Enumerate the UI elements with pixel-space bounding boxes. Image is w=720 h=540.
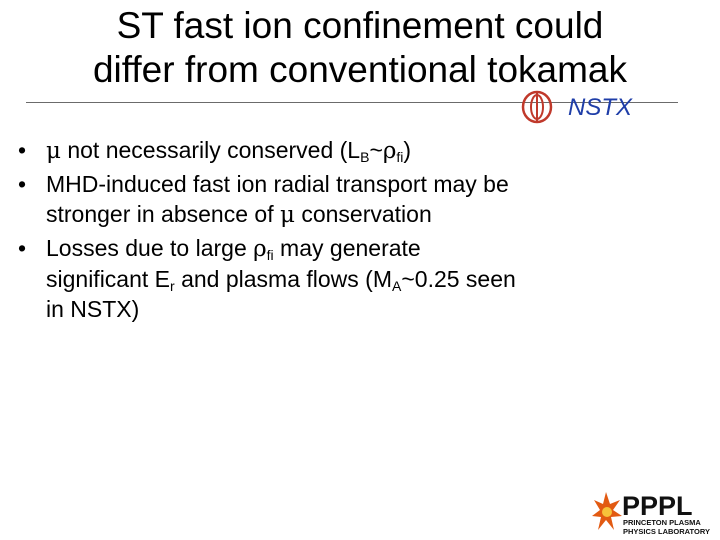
rho-symbol: ρ	[382, 138, 397, 164]
bullet-3-text-4: and plasma flows (M	[174, 266, 392, 292]
tilde: ~	[369, 137, 383, 163]
bullet-1-text: not necessarily conserved (L	[60, 137, 361, 163]
rho-symbol: ρ	[253, 236, 267, 262]
flame-icon	[592, 492, 622, 530]
nstx-logo	[518, 88, 638, 128]
bullet-3	[18, 233, 708, 324]
bullet-2-line-1: MHD-induced fast ion radial transport may be	[46, 171, 509, 197]
subscript-fi: fi	[266, 247, 274, 263]
nstx-logo-text: NSTX	[568, 94, 633, 121]
bullet-3-text-1: Losses due to large	[46, 235, 254, 261]
bullet-2	[18, 169, 708, 230]
bullet-marker: •	[18, 235, 27, 261]
bullet-marker: •	[18, 171, 27, 197]
nstx-emblem-icon	[523, 92, 551, 122]
pppl-logo-text: PPPL	[622, 491, 693, 521]
bullet-3-text-6: in NSTX)	[46, 296, 140, 322]
mu-symbol: μ	[46, 138, 61, 164]
subscript-fi: fi	[396, 149, 404, 165]
title-line-2: differ from conventional tokamak	[92, 49, 628, 90]
bullet-3-text-2: may generate	[273, 235, 421, 261]
slide-title	[0, 4, 720, 92]
bullet-list	[18, 135, 708, 327]
bullet-2-line-2b: conservation	[294, 201, 432, 227]
bullet-3-text-3: significant E	[46, 266, 171, 292]
subscript-a: A	[392, 278, 402, 294]
pppl-sub-line-2: PHYSICS LABORATORY	[623, 527, 710, 536]
pppl-sub-line-1: PRINCETON PLASMA	[623, 518, 701, 527]
bullet-1	[18, 135, 708, 166]
bullet-marker: •	[18, 137, 27, 163]
mu-symbol: μ	[279, 202, 295, 228]
pppl-logo	[592, 488, 714, 536]
subscript-b: B	[360, 149, 370, 165]
bullet-2-line-2a: stronger in absence of	[46, 201, 280, 227]
title-line-1: ST fast ion confinement could	[116, 5, 604, 46]
close-paren: )	[403, 137, 412, 163]
bullet-3-text-5: ~0.25 seen	[401, 266, 516, 292]
subscript-r: r	[170, 278, 175, 294]
